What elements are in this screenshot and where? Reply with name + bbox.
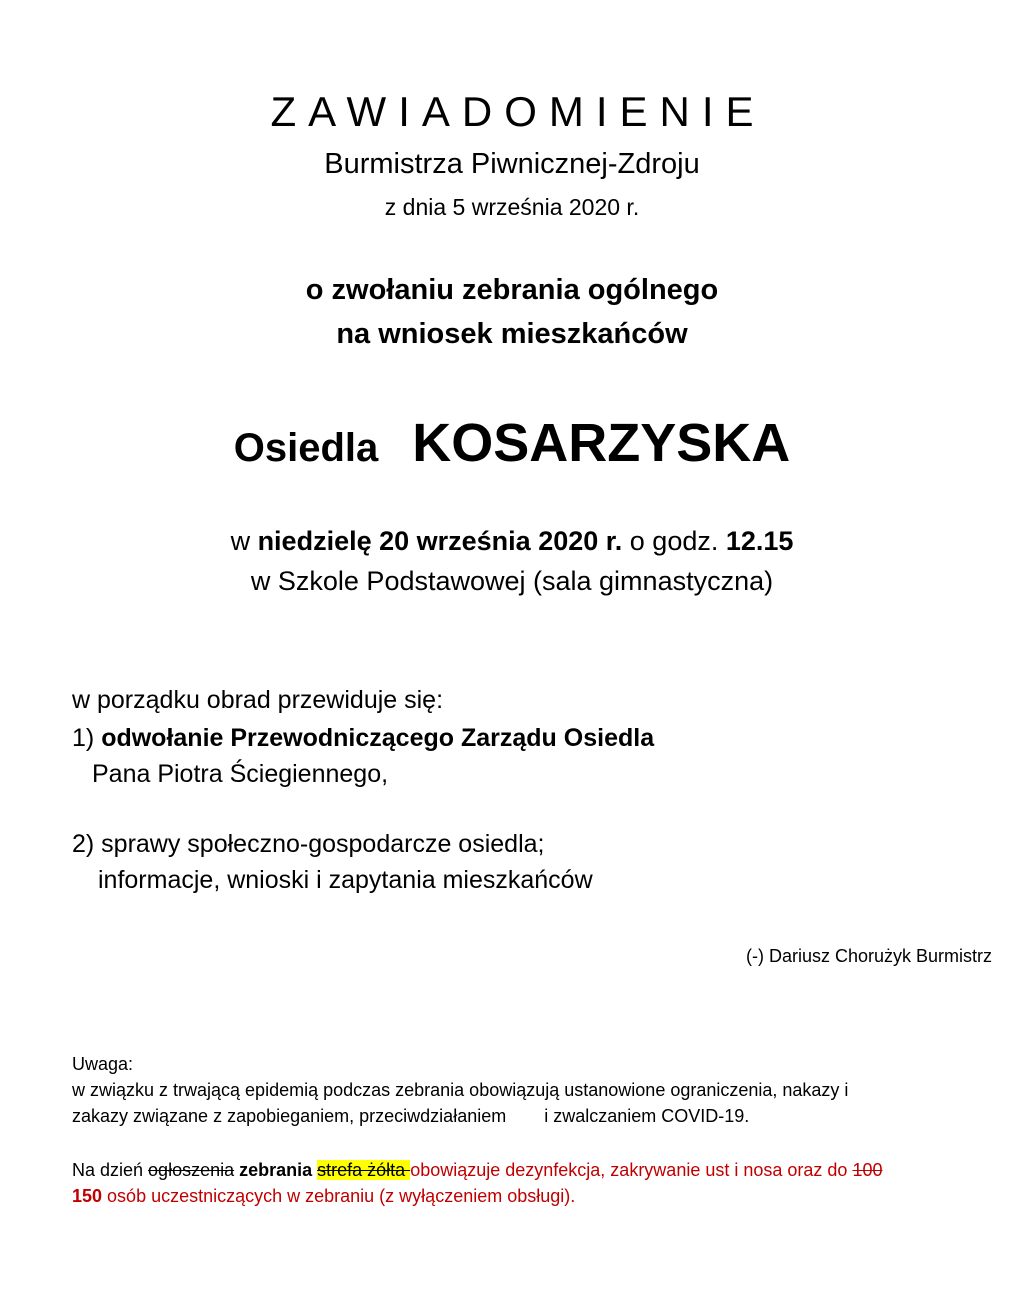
agenda-item-1 <box>72 724 654 753</box>
new-limit: 150 <box>72 1186 103 1206</box>
restrictions-text: obowiązuje dezynfekcja, zakrywanie ust i nosa oraz do <box>410 1160 853 1180</box>
note-line-3-prefix: Na dzień <box>72 1160 149 1180</box>
notice-date: z dnia 5 września 2020 r. <box>384 194 640 220</box>
meeting-word: zebrania <box>234 1160 318 1180</box>
note-title: Uwaga: <box>72 1054 134 1074</box>
estate-name: KOSARZYSKA <box>412 413 791 473</box>
note-line-3 <box>72 1160 882 1181</box>
note-line-1: w związku z trwającą epidemią podczas zebrania obowiązują ustanowione ograniczenia, nakazy i <box>72 1080 849 1100</box>
datetime-prefix: w <box>230 526 258 556</box>
agenda-item-2: 2) sprawy społeczno-gospodarcze osiedla; <box>72 830 545 858</box>
struck-old-limit: 100 <box>852 1160 883 1180</box>
meeting-time: 12.15 <box>725 526 794 556</box>
issuer-subtitle: Burmistrza Piwnicznej-Zdroju <box>324 148 700 180</box>
agenda-item-2-detail: informacje, wnioski i zapytania mieszkańców <box>98 866 593 894</box>
meeting-day: niedzielę 20 września 2020 r. <box>257 526 623 556</box>
agenda-intro: w porządku obrad przewiduje się: <box>72 686 444 714</box>
estate-title <box>0 412 1024 474</box>
meeting-location: w Szkole Podstawowej (sala gimnastyczna) <box>250 566 774 596</box>
subject-line-1: o zwołaniu zebrania ogólnego <box>305 274 719 306</box>
participants-text: osób uczestniczących w zebraniu (z wyłączeniem obsługi). <box>102 1186 576 1206</box>
struck-yellow-zone: strefa żółta <box>317 1160 411 1180</box>
agenda-item-1-text: odwołanie Przewodniczącego Zarządu Osiedla <box>101 724 655 752</box>
estate-label: Osiedla <box>233 426 379 470</box>
note-line-2a: zakazy związane z zapobieganiem, przeciwdziałaniem <box>72 1106 507 1126</box>
datetime-middle: o godz. <box>622 526 726 556</box>
note-line-2 <box>72 1106 749 1127</box>
note-line-4 <box>72 1186 575 1207</box>
struck-announcement: ogłoszenia <box>148 1160 235 1180</box>
subject-line-2: na wniosek mieszkańców <box>336 318 688 350</box>
agenda-item-1-detail: Pana Piotra Ściegiennego, <box>92 760 389 788</box>
notice-heading: ZAWIADOMIENIE <box>270 88 766 135</box>
agenda-item-1-number: 1) <box>72 724 102 752</box>
signature: (-) Dariusz Chorużyk Burmistrz <box>745 946 992 966</box>
note-line-2b: i zwalczaniem COVID-19. <box>544 1106 750 1126</box>
meeting-datetime <box>0 526 1024 557</box>
